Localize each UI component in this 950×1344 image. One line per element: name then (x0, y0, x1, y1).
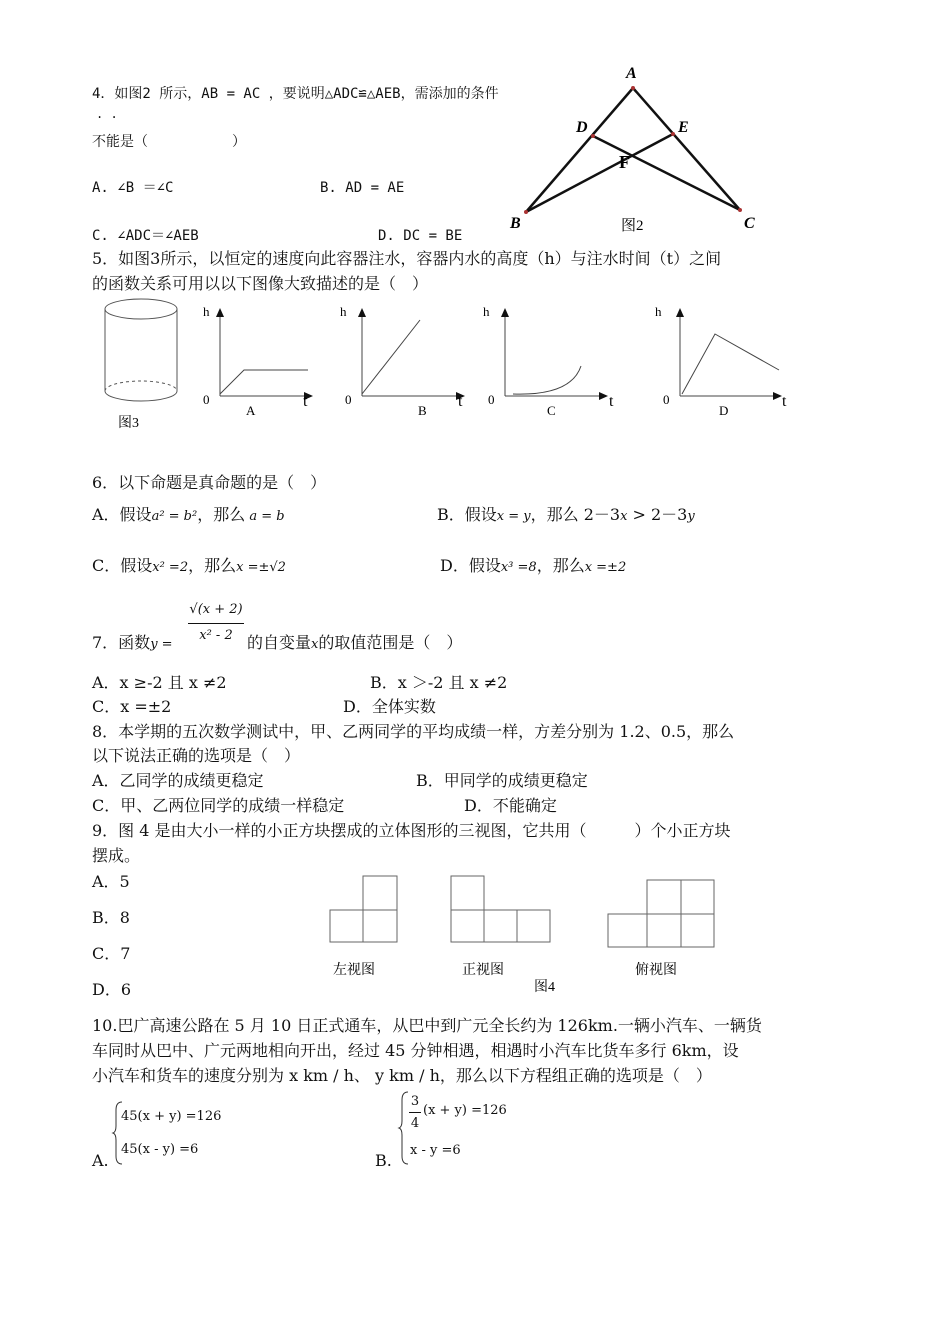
figure-2-caption: 图2 (621, 218, 644, 234)
q9-stem-line2: 摆成。 (92, 846, 141, 865)
q9-stem-line1: 9．图 4 是由大小一样的小正方块摆成的立体图形的三视图，它共用（ ）个小正方块 (92, 821, 731, 840)
q4-stem: 4．如图2 所示，AB = AC ，要说明△ADC≌△AEB，需添加的条件 (92, 86, 499, 102)
top-view-label: 俯视图 (635, 963, 677, 978)
q7-option-b: B．x ＞-2 且 x ≠2 (370, 673, 508, 692)
svg-text:t: t (782, 393, 787, 410)
q5-stem-line2: 的函数关系可用以以下图像大致描述的是（ ） (92, 274, 429, 293)
svg-text:0: 0 (203, 392, 210, 407)
q9-option-b: B．8 (92, 908, 130, 927)
point-b-label: B (510, 215, 521, 232)
svg-text:h: h (655, 304, 662, 319)
figure-3-caption: 图3 (118, 416, 139, 431)
q10-option-a-eq2: 45(x - y) =6 (121, 1142, 199, 1157)
q8-option-a: A．乙同学的成绩更稳定 (92, 771, 264, 790)
q7-prefix: 7．函数y = (92, 633, 173, 652)
q4-emphasis-dots: . . (96, 107, 118, 121)
q7-stem-rest: 的自变量x的取值范围是（ ） (247, 633, 463, 652)
figure-4-caption: 图4 (534, 980, 555, 995)
q8-option-d: D．不能确定 (464, 796, 557, 815)
q8-option-b: B．甲同学的成绩更稳定 (416, 771, 588, 790)
q6-option-b: B．假设x = y，那么 2－3x > 2－3y (437, 505, 695, 524)
q9-option-a: A．5 (92, 872, 130, 891)
q8-stem-line1: 8．本学期的五次数学测试中，甲、乙两同学的平均成绩一样，方差分别为 1.2、0.5，那么 (92, 722, 735, 741)
q7-option-a: A．x ≥-2 且 x ≠2 (92, 673, 227, 692)
graph-d-label: D (719, 403, 729, 418)
q6-stem: 6．以下命题是真命题的是（ ） (92, 473, 327, 492)
q8-stem-line2: 以下说法正确的选项是（ ） (92, 746, 301, 765)
q4-option-d: D. DC = BE (378, 228, 463, 244)
q7-option-d: D．全体实数 (343, 697, 436, 716)
q6-option-d: D．假设x³ =8，那么x =±2 (440, 556, 627, 575)
graph-c (483, 300, 623, 420)
figure-3-container (100, 295, 185, 435)
svg-text:h: h (483, 304, 490, 319)
q10-option-b-eq2: x - y =6 (410, 1143, 461, 1158)
q10-option-a-label: A. (92, 1151, 109, 1170)
q9-option-d: D．6 (92, 980, 132, 999)
graph-a-label: A (246, 403, 256, 418)
svg-text:h: h (340, 304, 347, 319)
q10-b-frac-bar (409, 1112, 421, 1113)
q10-b-frac-den: 4 (410, 1116, 420, 1131)
graph-d (655, 300, 795, 420)
q9-option-c: C．7 (92, 944, 131, 963)
graph-c-label: C (547, 403, 556, 418)
svg-text:t: t (458, 393, 463, 410)
q5-stem-line1: 5．如图3所示，以恒定的速度向此容器注水，容器内水的高度（h）与注水时间（t）之间 (92, 249, 722, 268)
svg-text:0: 0 (345, 392, 352, 407)
graph-b-label: B (418, 403, 427, 418)
svg-text:0: 0 (663, 392, 670, 407)
q7-numerator: √(x + 2) (189, 602, 243, 617)
svg-text:t: t (609, 393, 614, 410)
left-view-label: 左视图 (333, 963, 375, 978)
q10-b-frac-num: 3 (410, 1094, 420, 1109)
q7-option-c: C．x =±2 (92, 697, 172, 716)
q4-option-c: C. ∠ADC＝∠AEB (92, 228, 199, 244)
q10-option-b-label: B. (375, 1151, 392, 1170)
q10-stem-line2: 车同时从巴中、广元两地相向开出，经过 45 分钟相遇，相遇时小汽车比货车多行 6km，设 (92, 1041, 739, 1060)
point-a-label: A (626, 65, 637, 82)
q10-stem-line3: 小汽车和货车的速度分别为 x km / h、 y km / h，那么以下方程组正确的选项是（ ） (92, 1066, 712, 1085)
front-view-label: 正视图 (462, 963, 504, 978)
q4-option-a: A. ∠B ＝∠C (92, 180, 174, 196)
q10-stem-line1: 10.巴广高速公路在 5 月 10 日正式通车，从巴中到广元全长约为 126km.一辆小汽车、一辆货 (92, 1016, 762, 1035)
point-f-label: F (619, 152, 630, 172)
q10-option-a-eq1: 45(x + y) =126 (121, 1109, 222, 1124)
q6-option-c: C．假设x² =2，那么x =±√2 (92, 556, 286, 575)
figure-2-triangle (500, 60, 780, 240)
q7-denominator: x² - 2 (199, 628, 233, 643)
svg-text:h: h (203, 304, 210, 319)
q6-option-a: A．假设a² = b²，那么 a = b (92, 505, 285, 524)
figure-4-three-views (325, 870, 725, 1000)
q10-option-b-eq1: (x + y) =126 (423, 1103, 507, 1118)
graph-a (198, 300, 338, 420)
q7-fraction-bar (188, 623, 244, 624)
q4-option-b: B. AD = AE (320, 180, 405, 196)
q8-option-c: C．甲、乙两位同学的成绩一样稳定 (92, 796, 345, 815)
svg-text:0: 0 (488, 392, 495, 407)
point-c-label: C (744, 215, 755, 232)
q4-stem-line2: 不能是（ ） (92, 134, 246, 150)
point-d-label: D (576, 119, 588, 136)
svg-text:t: t (303, 393, 308, 410)
point-e-label: E (678, 119, 689, 136)
graph-b (340, 300, 480, 420)
